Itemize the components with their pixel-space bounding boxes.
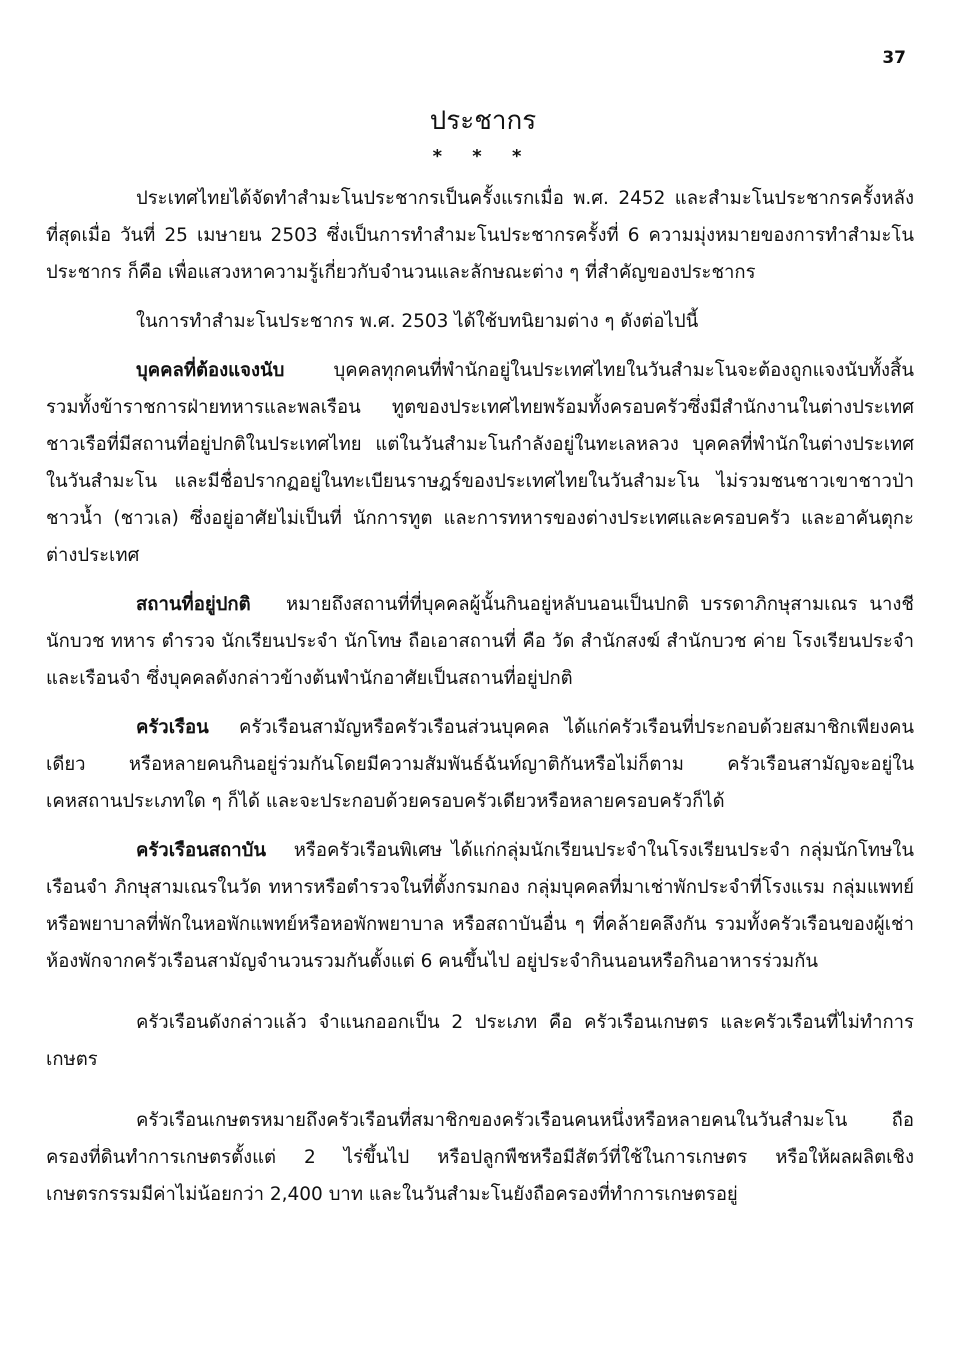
page-number: 37 — [882, 48, 906, 68]
paragraph-enumerated-persons — [46, 352, 914, 574]
definition-term: ครัวเรือนสถาบัน — [136, 840, 266, 861]
paragraph-text: ครัวเรือนดังกล่าวแล้ว จำแนกออกเป็น 2 ประเภท คือ ครัวเรือนเกษตร และครัวเรือนที่ไม่ทำการเกษตร — [46, 1012, 914, 1070]
paragraph-text: ในการทำสำมะโนประชากร พ.ศ. 2503 ได้ใช้บทนิยามต่าง ๆ ดังต่อไปนี้ — [136, 311, 699, 332]
definition-term: สถานที่อยู่ปกติ — [136, 594, 251, 615]
paragraph-usual-residence — [46, 586, 914, 697]
paragraph-definitions-lead — [46, 303, 914, 340]
section-separator: * * * — [432, 146, 534, 167]
paragraph-text: บุคคลทุกคนที่พำนักอยู่ในประเทศไทยในวันสำมะโนจะต้องถูกแจงนับทั้งสิ้น รวมทั้งข้าราชการฝ่ายทหารและพลเรือน ทูตของประเทศไทยพร้อมทั้งครอบครัวซึ่งมีสำนักงานในต่างประเทศ ชาวเรือที่มีสถานที่อยู่ปกติในประเทศไทย แต่ในวันสำมะโนกำลังอยู่ในทะเลหลวง บุคคลที่พำนักในต่างประเทศในวันสำมะโน และมีชื่อปรากฏอยู่ในทะเบียนราษฎร์ของประเทศไทยในวันสำมะโน ไม่รวมชนชาวเขาชาวป่า ชาวน้ำ (ชาวเล) ซึ่งอยู่อาศัยไม่เป็นที่ นักการทูต และการทหารของต่างประเทศและครอบครัว และอาคันตุกะต่างประเทศ — [46, 360, 914, 566]
paragraph-text: ครัวเรือนสามัญหรือครัวเรือนส่วนบุคคล ได้แก่ครัวเรือนที่ประกอบด้วยสมาชิกเพียงคนเดียว หรือหลายคนกินอยู่ร่วมกันโดยมีความสัมพันธ์ฉันท์ญาติกันหรือไม่ก็ตาม ครัวเรือนสามัญจะอยู่ในเคหสถานประเภทใด ๆ ก็ได้ และจะประกอบด้วยครอบครัวเดียวหรือหลายครอบครัวก็ได้ — [46, 717, 914, 812]
paragraph-household — [46, 709, 914, 820]
body-text — [46, 180, 914, 1213]
page-title: ประชากร — [429, 106, 537, 136]
paragraph-text: ประเทศไทยได้จัดทำสำมะโนประชากรเป็นครั้งแรกเมื่อ พ.ศ. 2452 และสำมะโนประชากรครั้งหลังที่สุดเมื่อ วันที่ 25 เมษายน 2503 ซึ่งเป็นการทำสำมะโนประชากรครั้งที่ 6 ความมุ่งหมายของการทำสำมะโนประชากร ก็คือ เพื่อแสวงหาความรู้เกี่ยวกับจำนวนและลักษณะต่าง ๆ ที่สำคัญของประชากร — [46, 188, 914, 283]
definition-term: ครัวเรือน — [136, 717, 209, 738]
definition-term: บุคคลที่ต้องแจงนับ — [136, 360, 285, 381]
paragraph-household-types — [46, 1004, 914, 1078]
paragraph-intro — [46, 180, 914, 291]
paragraph-text: หมายถึงสถานที่ที่บุคคลผู้นั้นกินอยู่หลับนอนเป็นปกติ บรรดาภิกษุสามเณร นางชี นักบวช ทหาร ตำรวจ นักเรียนประจำ นักโทษ ถือเอาสถานที่ คือ วัด สำนักสงฆ์ สำนักบวช ค่าย โรงเรียนประจำ และเรือนจำ ซึ่งบุคคลดังกล่าวข้างต้นพำนักอาศัยเป็นสถานที่อยู่ปกติ — [46, 594, 914, 689]
paragraph-agricultural-household — [46, 1102, 914, 1213]
paragraph-institutional-household — [46, 832, 914, 980]
paragraph-text: ครัวเรือนเกษตรหมายถึงครัวเรือนที่สมาชิกของครัวเรือนคนหนึ่งหรือหลายคนในวันสำมะโน ถือครองที่ดินทำการเกษตรตั้งแต่ 2 ไร่ขึ้นไป หรือปลูกพืชหรือมีสัตว์ที่ใช้ในการเกษตร หรือให้ผลผลิตเชิงเกษตรกรรมมีค่าไม่น้อยกว่า 2,400 บาท และในวันสำมะโนยังถือครองที่ทำการเกษตรอยู่ — [46, 1110, 914, 1205]
paragraph-text: หรือครัวเรือนพิเศษ ได้แก่กลุ่มนักเรียนประจำในโรงเรียนประจำ กลุ่มนักโทษในเรือนจำ ภิกษุสามเณรในวัด ทหารหรือตำรวจในที่ตั้งกรมกอง กลุ่มบุคคลที่มาเช่าพักประจำที่โรงแรม กลุ่มแพทย์หรือพยาบาลที่พักในหอพักแพทย์หรือหอพักพยาบาล หรือสถาบันอื่น ๆ ที่คล้ายคลึงกัน รวมทั้งครัวเรือนของผู้เช่าห้องพักจากครัวเรือนสามัญจำนวนรวมกันตั้งแต่ 6 คนขึ้นไป อยู่ประจำกินนอนหรือกินอาหารร่วมกัน — [46, 840, 914, 972]
